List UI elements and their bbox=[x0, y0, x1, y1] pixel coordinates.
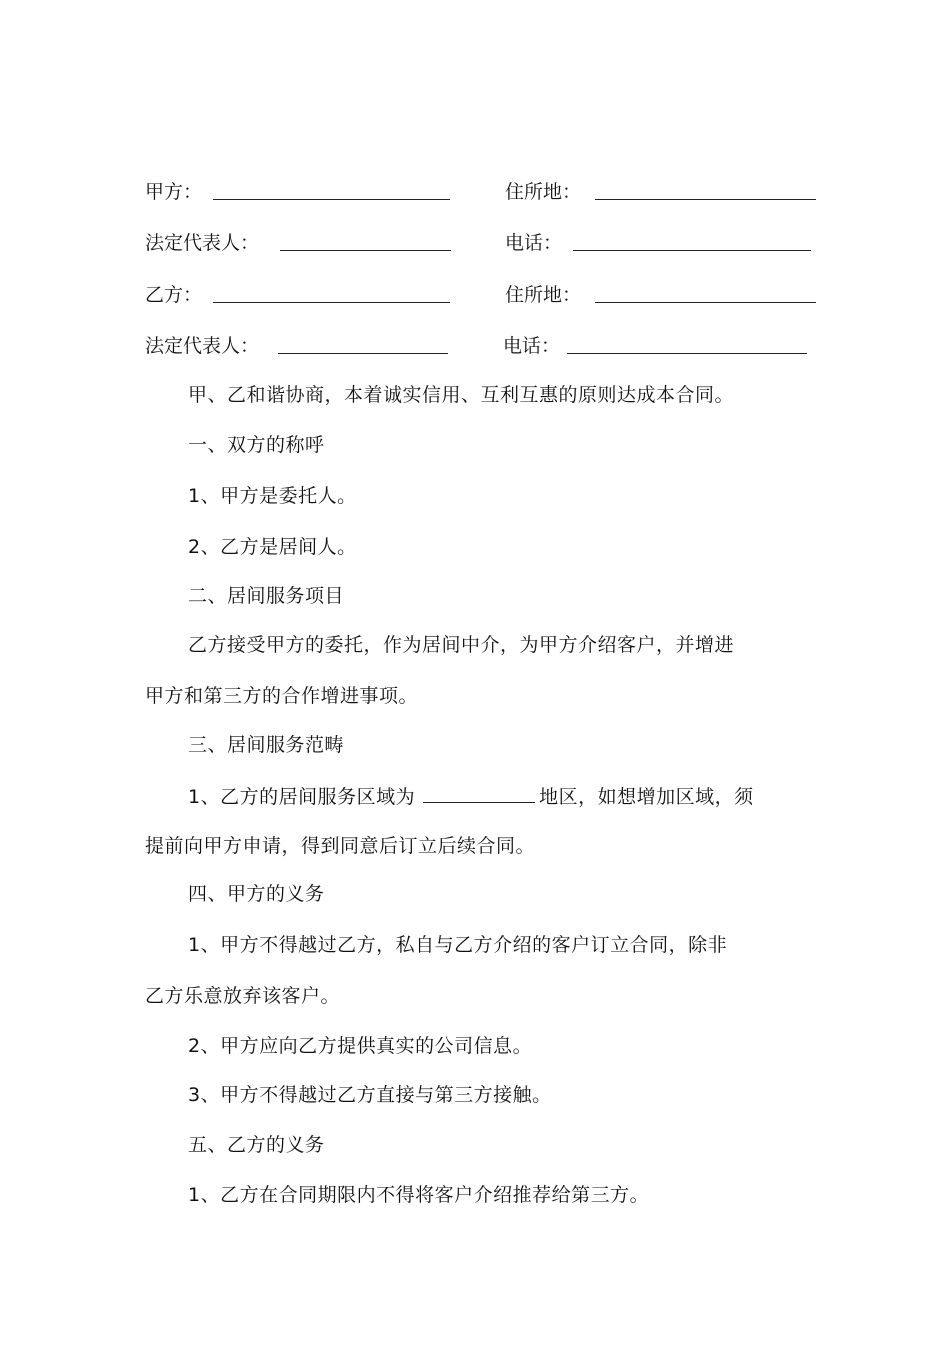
intro-paragraph: 甲、乙和谐协商，本着诚实信用、互利互惠的原则达成本合同。 bbox=[188, 384, 735, 406]
section-4-item-1-line-2: 乙方乐意放弃该客户。 bbox=[145, 985, 341, 1007]
section-3-item-1-prefix: 1、乙方的居间服务区域为 bbox=[188, 786, 416, 808]
party-a-rep-label: 法定代表人： bbox=[145, 232, 260, 254]
section-5-item-1: 1、乙方在合同期限内不得将客户介绍推荐给第三方。 bbox=[188, 1184, 650, 1206]
party-b-phone-label: 电话： bbox=[503, 335, 561, 357]
party-b-blank[interactable] bbox=[213, 302, 450, 303]
party-b-label: 乙方： bbox=[145, 284, 203, 306]
section-3-title: 三、居间服务范畴 bbox=[188, 734, 345, 756]
section-2-paragraph-line-2: 甲方和第三方的合作增进事项。 bbox=[145, 685, 419, 707]
service-region-blank[interactable] bbox=[423, 784, 535, 803]
party-b-address-label: 住所地： bbox=[505, 284, 582, 306]
party-a-label: 甲方： bbox=[145, 181, 203, 203]
party-a-phone-label: 电话： bbox=[505, 232, 563, 254]
section-1-item-1: 1、甲方是委托人。 bbox=[188, 485, 357, 507]
party-a-address-label: 住所地： bbox=[505, 181, 582, 203]
section-4-item-2: 2、甲方应向乙方提供真实的公司信息。 bbox=[188, 1035, 533, 1057]
section-3-item-1-line-1 bbox=[188, 784, 754, 809]
party-a-phone-blank[interactable] bbox=[573, 250, 811, 251]
section-1-item-2: 2、乙方是居间人。 bbox=[188, 536, 357, 558]
section-4-item-3: 3、甲方不得越过乙方直接与第三方接触。 bbox=[188, 1084, 552, 1106]
section-2-paragraph-line-1: 乙方接受甲方的委托，作为居间中介，为甲方介绍客户，并增进 bbox=[188, 634, 735, 656]
section-2-title: 二、居间服务项目 bbox=[188, 585, 345, 607]
party-a-address-blank[interactable] bbox=[595, 199, 816, 200]
party-b-rep-blank[interactable] bbox=[278, 353, 448, 354]
section-5-title: 五、乙方的义务 bbox=[188, 1134, 325, 1156]
section-3-item-1-line-2: 提前向甲方申请，得到同意后订立后续合同。 bbox=[145, 835, 536, 857]
party-b-rep-label: 法定代表人： bbox=[145, 335, 260, 357]
section-3-item-1-suffix: 地区，如想增加区域，须 bbox=[539, 786, 754, 808]
party-a-blank[interactable] bbox=[213, 199, 450, 200]
section-4-item-1-line-1: 1、甲方不得越过乙方，私自与乙方介绍的客户订立合同，除非 bbox=[188, 934, 728, 956]
party-b-address-blank[interactable] bbox=[595, 302, 816, 303]
party-b-phone-blank[interactable] bbox=[567, 353, 807, 354]
party-a-rep-blank[interactable] bbox=[280, 250, 451, 251]
section-4-title: 四、甲方的义务 bbox=[188, 883, 325, 905]
section-1-title: 一、双方的称呼 bbox=[188, 434, 325, 456]
